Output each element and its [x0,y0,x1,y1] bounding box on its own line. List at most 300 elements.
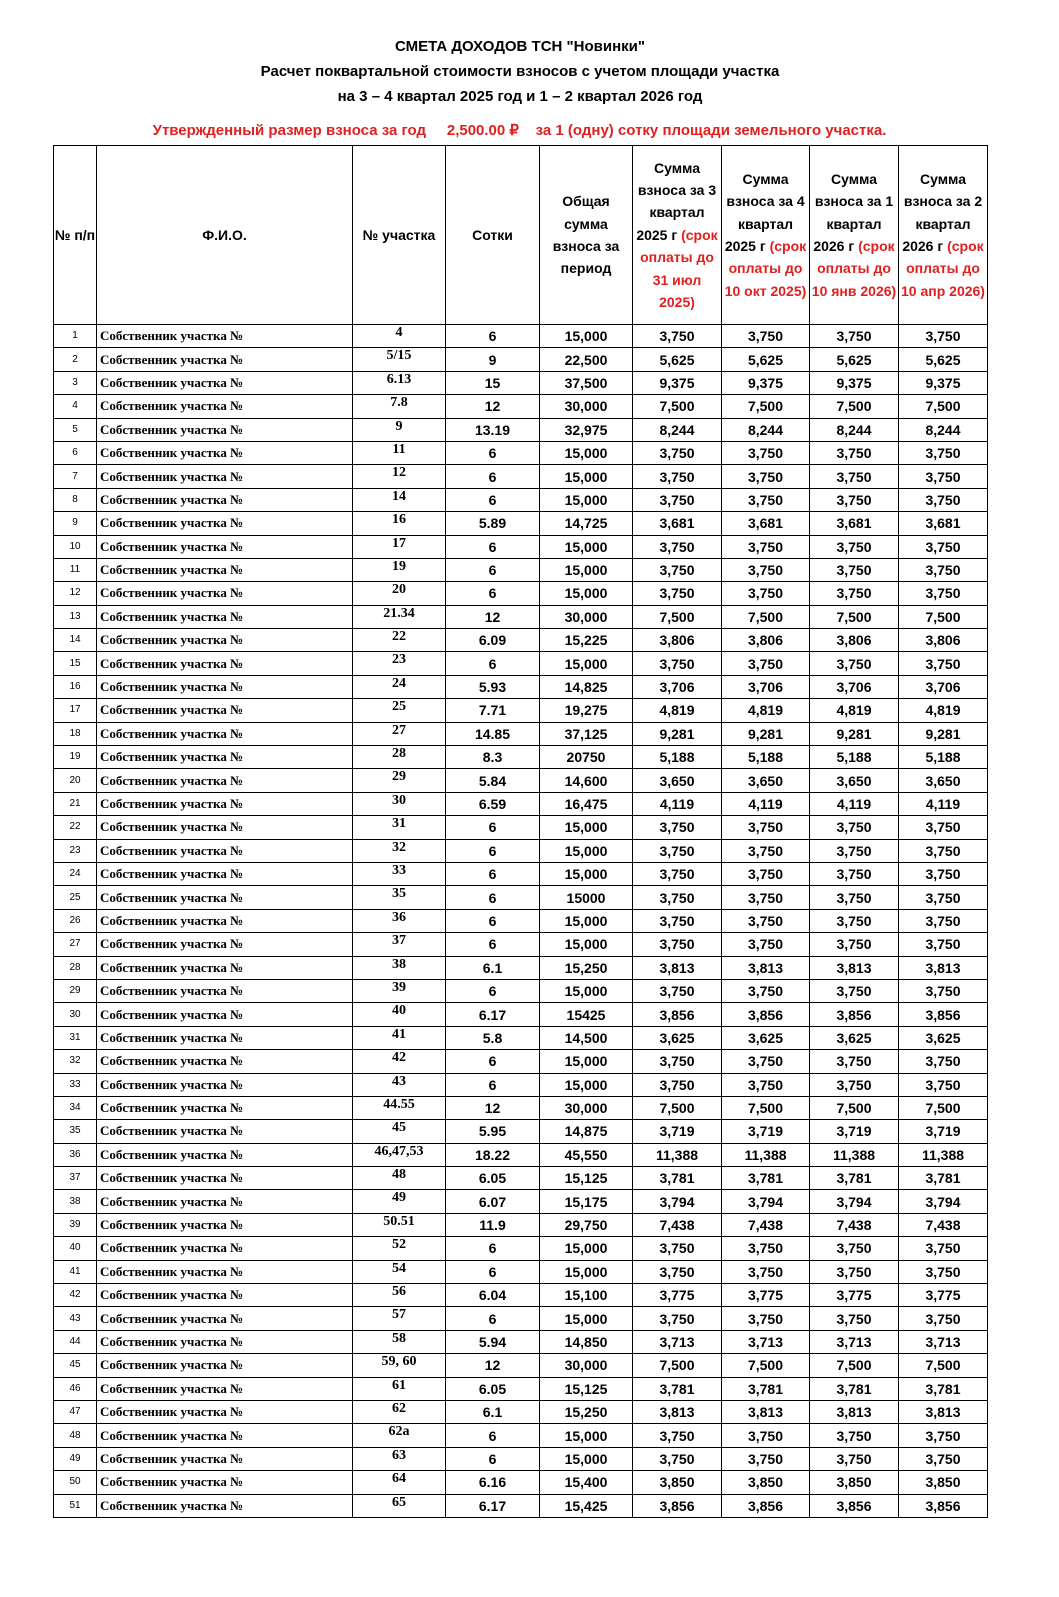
plot-number: 40 [353,1003,446,1026]
table-row [54,1143,988,1166]
total-amount: 15,125 [540,1167,633,1190]
q3-2025-amount: 3,750 [633,1073,722,1096]
owner-name: Собственник участка № [97,582,353,605]
plot-number: 19 [353,558,446,581]
row-number: 37 [54,1167,97,1190]
plot-number: 12 [353,465,446,488]
row-number: 38 [54,1190,97,1213]
area-sotki: 5.89 [446,512,540,535]
table-row [54,1400,988,1423]
q3-2025-amount: 7,500 [633,395,722,418]
q2-2026-amount: 7,500 [899,1096,988,1119]
q1-2026-amount: 3,806 [810,629,899,652]
area-sotki: 11.9 [446,1213,540,1236]
q4-2025-amount: 3,750 [722,465,810,488]
total-amount: 15,000 [540,325,633,348]
q4-2025-amount: 7,500 [722,605,810,628]
owner-name: Собственник участка № [97,348,353,371]
area-sotki: 6.05 [446,1377,540,1400]
owner-name: Собственник участка № [97,746,353,769]
area-sotki: 6 [446,325,540,348]
owner-name: Собственник участка № [97,629,353,652]
owner-name: Собственник участка № [97,792,353,815]
row-number: 32 [54,1050,97,1073]
q1-2026-amount: 4,119 [810,792,899,815]
plot-number: 43 [353,1073,446,1096]
approved-rate-line: Утвержденный размер взноса за год 2,500.00 ₽ за 1 (одну) сотку площади земельного участка. [152,122,887,139]
q1-2026-amount: 3,750 [810,1307,899,1330]
q1-2026-amount: 7,500 [810,1354,899,1377]
owner-name: Собственник участка № [97,1400,353,1423]
q3-2025-amount: 3,750 [633,886,722,909]
plot-number: 16 [353,512,446,535]
owner-name: Собственник участка № [97,1494,353,1517]
plot-number: 58 [353,1330,446,1353]
q3-2025-amount: 11,388 [633,1143,722,1166]
owner-name: Собственник участка № [97,979,353,1002]
q1-2026-amount: 3,750 [810,582,899,605]
q3-2025-amount: 3,750 [633,816,722,839]
q1-2026-amount: 3,706 [810,675,899,698]
table-row [54,746,988,769]
q3-2025-amount: 3,750 [633,441,722,464]
q3-2025-amount: 3,750 [633,558,722,581]
q1-2026-amount: 3,750 [810,886,899,909]
header-plot: № участка [353,146,446,325]
q2-2026-amount: 3,781 [899,1167,988,1190]
plot-number: 27 [353,722,446,745]
q1-2026-amount: 3,750 [810,1447,899,1470]
q2-2026-amount: 3,681 [899,512,988,535]
row-number: 48 [54,1424,97,1447]
area-sotki: 6 [446,652,540,675]
area-sotki: 6 [446,979,540,1002]
q3-2025-amount: 3,706 [633,675,722,698]
table-row [54,933,988,956]
q4-2025-amount: 3,713 [722,1330,810,1353]
q3-2025-amount: 3,806 [633,629,722,652]
total-amount: 29,750 [540,1213,633,1236]
q2-2026-amount: 3,750 [899,886,988,909]
q2-2026-amount: 3,625 [899,1026,988,1049]
title-line-3: на 3 – 4 квартал 2025 год и 1 – 2 квартал 2026 год [337,88,703,105]
header-total: Общая сумма взноса за период [540,146,633,325]
row-number: 15 [54,652,97,675]
plot-number: 41 [353,1026,446,1049]
header-fio: Ф.И.О. [97,146,353,325]
q1-2026-amount: 9,281 [810,722,899,745]
area-sotki: 5.93 [446,675,540,698]
header-q4-2025: Сумма взноса за 4 квартал 2025 г (срок оплаты до 10 окт 2025) [722,146,810,325]
table-row [54,1213,988,1236]
q4-2025-amount: 3,750 [722,909,810,932]
area-sotki: 6 [446,1050,540,1073]
total-amount: 15,000 [540,1307,633,1330]
q1-2026-amount: 3,650 [810,769,899,792]
q2-2026-amount: 7,500 [899,395,988,418]
area-sotki: 5.8 [446,1026,540,1049]
total-amount: 14,500 [540,1026,633,1049]
q4-2025-amount: 7,438 [722,1213,810,1236]
row-number: 4 [54,395,97,418]
q4-2025-amount: 3,781 [722,1167,810,1190]
q2-2026-amount: 3,750 [899,1050,988,1073]
q2-2026-amount: 3,750 [899,582,988,605]
row-number: 30 [54,1003,97,1026]
table-row [54,441,988,464]
row-number: 6 [54,441,97,464]
q4-2025-amount: 9,375 [722,371,810,394]
total-amount: 15,000 [540,862,633,885]
total-amount: 15,000 [540,979,633,1002]
q2-2026-amount: 3,750 [899,465,988,488]
owner-name: Собственник участка № [97,1307,353,1330]
total-amount: 15,100 [540,1284,633,1307]
table-row [54,979,988,1002]
total-amount: 15,000 [540,1447,633,1470]
q3-2025-amount: 5,625 [633,348,722,371]
q3-2025-amount: 3,750 [633,909,722,932]
q4-2025-amount: 3,750 [722,979,810,1002]
q4-2025-amount: 3,750 [722,441,810,464]
q4-2025-amount: 3,750 [722,1050,810,1073]
q4-2025-amount: 3,813 [722,1400,810,1423]
owner-name: Собственник участка № [97,675,353,698]
area-sotki: 6 [446,582,540,605]
header-q2-2026: Сумма взноса за 2 квартал 2026 г (срок оплаты до 10 апр 2026) [899,146,988,325]
area-sotki: 12 [446,395,540,418]
q4-2025-amount: 3,750 [722,933,810,956]
q1-2026-amount: 3,856 [810,1494,899,1517]
q4-2025-amount: 3,750 [722,1237,810,1260]
q2-2026-amount: 3,750 [899,839,988,862]
area-sotki: 6 [446,1073,540,1096]
area-sotki: 15 [446,371,540,394]
owner-name: Собственник участка № [97,1120,353,1143]
q1-2026-amount: 3,775 [810,1284,899,1307]
area-sotki: 6 [446,862,540,885]
total-amount: 15,125 [540,1377,633,1400]
q1-2026-amount: 5,188 [810,746,899,769]
contributions-table [53,145,988,1518]
q3-2025-amount: 7,438 [633,1213,722,1236]
area-sotki: 6 [446,1260,540,1283]
row-number: 10 [54,535,97,558]
total-amount: 14,875 [540,1120,633,1143]
owner-name: Собственник участка № [97,1424,353,1447]
q1-2026-amount: 3,781 [810,1167,899,1190]
area-sotki: 12 [446,1096,540,1119]
q4-2025-amount: 7,500 [722,1354,810,1377]
q1-2026-amount: 11,388 [810,1143,899,1166]
q3-2025-amount: 3,681 [633,512,722,535]
q4-2025-amount: 3,813 [722,956,810,979]
q3-2025-amount: 3,625 [633,1026,722,1049]
q2-2026-amount: 3,750 [899,979,988,1002]
q2-2026-amount: 9,375 [899,371,988,394]
area-sotki: 6 [446,535,540,558]
q4-2025-amount: 5,625 [722,348,810,371]
q3-2025-amount: 9,281 [633,722,722,745]
owner-name: Собственник участка № [97,1003,353,1026]
total-amount: 22,500 [540,348,633,371]
deadline-q2-2026: (срок оплаты до 10 апр 2026) [901,238,985,299]
q2-2026-amount: 3,794 [899,1190,988,1213]
total-amount: 37,500 [540,371,633,394]
q4-2025-amount: 3,681 [722,512,810,535]
q1-2026-amount: 3,750 [810,979,899,1002]
q1-2026-amount: 3,750 [810,862,899,885]
table-row [54,465,988,488]
total-amount: 15,000 [540,933,633,956]
row-number: 46 [54,1377,97,1400]
q2-2026-amount: 8,244 [899,418,988,441]
row-number: 29 [54,979,97,1002]
area-sotki: 6.05 [446,1167,540,1190]
q2-2026-amount: 11,388 [899,1143,988,1166]
owner-name: Собственник участка № [97,1354,353,1377]
plot-number: 52 [353,1237,446,1260]
q2-2026-amount: 3,750 [899,816,988,839]
plot-number: 24 [353,675,446,698]
q3-2025-amount: 3,750 [633,535,722,558]
plot-number: 7.8 [353,395,446,418]
plot-number: 39 [353,979,446,1002]
total-amount: 19,275 [540,699,633,722]
q3-2025-amount: 3,775 [633,1284,722,1307]
q2-2026-amount: 3,750 [899,1447,988,1470]
total-amount: 30,000 [540,1096,633,1119]
table-row [54,675,988,698]
q1-2026-amount: 3,750 [810,909,899,932]
q3-2025-amount: 3,750 [633,933,722,956]
q4-2025-amount: 5,188 [722,746,810,769]
owner-name: Собственник участка № [97,722,353,745]
q4-2025-amount: 7,500 [722,395,810,418]
plot-number: 21.34 [353,605,446,628]
owner-name: Собственник участка № [97,605,353,628]
area-sotki: 5.94 [446,1330,540,1353]
row-number: 25 [54,886,97,909]
total-amount: 15,000 [540,816,633,839]
owner-name: Собственник участка № [97,1096,353,1119]
q3-2025-amount: 9,375 [633,371,722,394]
q1-2026-amount: 3,750 [810,1073,899,1096]
plot-number: 65 [353,1494,446,1517]
plot-number: 35 [353,886,446,909]
row-number: 26 [54,909,97,932]
table-row [54,1354,988,1377]
row-number: 40 [54,1237,97,1260]
owner-name: Собственник участка № [97,1471,353,1494]
q4-2025-amount: 8,244 [722,418,810,441]
area-sotki: 6 [446,1447,540,1470]
row-number: 2 [54,348,97,371]
q1-2026-amount: 7,500 [810,605,899,628]
owner-name: Собственник участка № [97,1143,353,1166]
total-amount: 30,000 [540,395,633,418]
plot-number: 54 [353,1260,446,1283]
total-amount: 20750 [540,746,633,769]
row-number: 35 [54,1120,97,1143]
table-row [54,512,988,535]
q2-2026-amount: 3,719 [899,1120,988,1143]
q4-2025-amount: 3,750 [722,1260,810,1283]
q3-2025-amount: 3,750 [633,488,722,511]
q4-2025-amount: 11,388 [722,1143,810,1166]
q1-2026-amount: 3,625 [810,1026,899,1049]
table-row [54,1494,988,1517]
deadline-q1-2026: (срок оплаты до 10 янв 2026) [811,238,897,299]
area-sotki: 6.16 [446,1471,540,1494]
plot-number: 63 [353,1447,446,1470]
total-amount: 15,225 [540,629,633,652]
plot-number: 30 [353,792,446,815]
plot-number: 6.13 [353,371,446,394]
row-number: 5 [54,418,97,441]
owner-name: Собственник участка № [97,488,353,511]
q4-2025-amount: 3,806 [722,629,810,652]
table-row [54,371,988,394]
q3-2025-amount: 7,500 [633,1096,722,1119]
q2-2026-amount: 3,806 [899,629,988,652]
q3-2025-amount: 3,750 [633,1260,722,1283]
total-amount: 15,000 [540,909,633,932]
owner-name: Собственник участка № [97,1073,353,1096]
total-amount: 15,000 [540,558,633,581]
total-amount: 15,250 [540,1400,633,1423]
row-number: 43 [54,1307,97,1330]
q1-2026-amount: 3,750 [810,465,899,488]
q3-2025-amount: 3,856 [633,1494,722,1517]
q3-2025-amount: 3,794 [633,1190,722,1213]
q1-2026-amount: 3,750 [810,1260,899,1283]
area-sotki: 6 [446,488,540,511]
plot-number: 29 [353,769,446,792]
q2-2026-amount: 7,500 [899,1354,988,1377]
plot-number: 33 [353,862,446,885]
q3-2025-amount: 3,750 [633,325,722,348]
total-amount: 15,250 [540,956,633,979]
q1-2026-amount: 5,625 [810,348,899,371]
owner-name: Собственник участка № [97,1026,353,1049]
total-amount: 15,000 [540,1237,633,1260]
q4-2025-amount: 3,750 [722,325,810,348]
total-amount: 15,000 [540,441,633,464]
row-number: 8 [54,488,97,511]
table-row [54,1424,988,1447]
table-row [54,1073,988,1096]
plot-number: 20 [353,582,446,605]
q2-2026-amount: 3,856 [899,1494,988,1517]
q4-2025-amount: 3,750 [722,652,810,675]
owner-name: Собственник участка № [97,1190,353,1213]
area-sotki: 13.19 [446,418,540,441]
plot-number: 62а [353,1424,446,1447]
owner-name: Собственник участка № [97,395,353,418]
q2-2026-amount: 3,750 [899,1424,988,1447]
area-sotki: 6.17 [446,1003,540,1026]
q1-2026-amount: 3,813 [810,1400,899,1423]
area-sotki: 8.3 [446,746,540,769]
q1-2026-amount: 4,819 [810,699,899,722]
q4-2025-amount: 3,719 [722,1120,810,1143]
plot-number: 64 [353,1471,446,1494]
owner-name: Собственник участка № [97,816,353,839]
q1-2026-amount: 7,500 [810,1096,899,1119]
owner-name: Собственник участка № [97,862,353,885]
q3-2025-amount: 3,750 [633,1237,722,1260]
q2-2026-amount: 3,750 [899,488,988,511]
owner-name: Собственник участка № [97,535,353,558]
owner-name: Собственник участка № [97,1050,353,1073]
table-header-row [54,146,988,325]
plot-number: 25 [353,699,446,722]
q3-2025-amount: 3,750 [633,465,722,488]
owner-name: Собственник участка № [97,1237,353,1260]
table-row [54,1167,988,1190]
q1-2026-amount: 3,856 [810,1003,899,1026]
area-sotki: 6 [446,465,540,488]
q4-2025-amount: 3,794 [722,1190,810,1213]
total-amount: 30,000 [540,605,633,628]
row-number: 33 [54,1073,97,1096]
row-number: 42 [54,1284,97,1307]
total-amount: 15,000 [540,1050,633,1073]
q1-2026-amount: 3,719 [810,1120,899,1143]
area-sotki: 6 [446,816,540,839]
plot-number: 62 [353,1400,446,1423]
q4-2025-amount: 3,781 [722,1377,810,1400]
q1-2026-amount: 3,750 [810,1424,899,1447]
plot-number: 23 [353,652,446,675]
table-row [54,1120,988,1143]
q2-2026-amount: 3,775 [899,1284,988,1307]
area-sotki: 6 [446,558,540,581]
total-amount: 15,000 [540,652,633,675]
q3-2025-amount: 5,188 [633,746,722,769]
header-num: № п/п [54,146,97,325]
row-number: 21 [54,792,97,815]
owner-name: Собственник участка № [97,465,353,488]
q3-2025-amount: 7,500 [633,1354,722,1377]
plot-number: 56 [353,1284,446,1307]
q2-2026-amount: 3,750 [899,1260,988,1283]
owner-name: Собственник участка № [97,512,353,535]
table-row [54,769,988,792]
plot-number: 50.51 [353,1213,446,1236]
table-row [54,1190,988,1213]
q3-2025-amount: 4,819 [633,699,722,722]
total-amount: 15,000 [540,839,633,862]
plot-number: 57 [353,1307,446,1330]
q3-2025-amount: 4,119 [633,792,722,815]
document-title [0,34,1040,109]
table-row [54,1330,988,1353]
total-amount: 30,000 [540,1354,633,1377]
table-row [54,582,988,605]
total-amount: 32,975 [540,418,633,441]
area-sotki: 7.71 [446,699,540,722]
q3-2025-amount: 3,750 [633,839,722,862]
owner-name: Собственник участка № [97,1260,353,1283]
q2-2026-amount: 3,750 [899,1307,988,1330]
q2-2026-amount: 3,750 [899,1237,988,1260]
q3-2025-amount: 3,750 [633,582,722,605]
header-area: Сотки [446,146,540,325]
plot-number: 4 [353,325,446,348]
owner-name: Собственник участка № [97,886,353,909]
